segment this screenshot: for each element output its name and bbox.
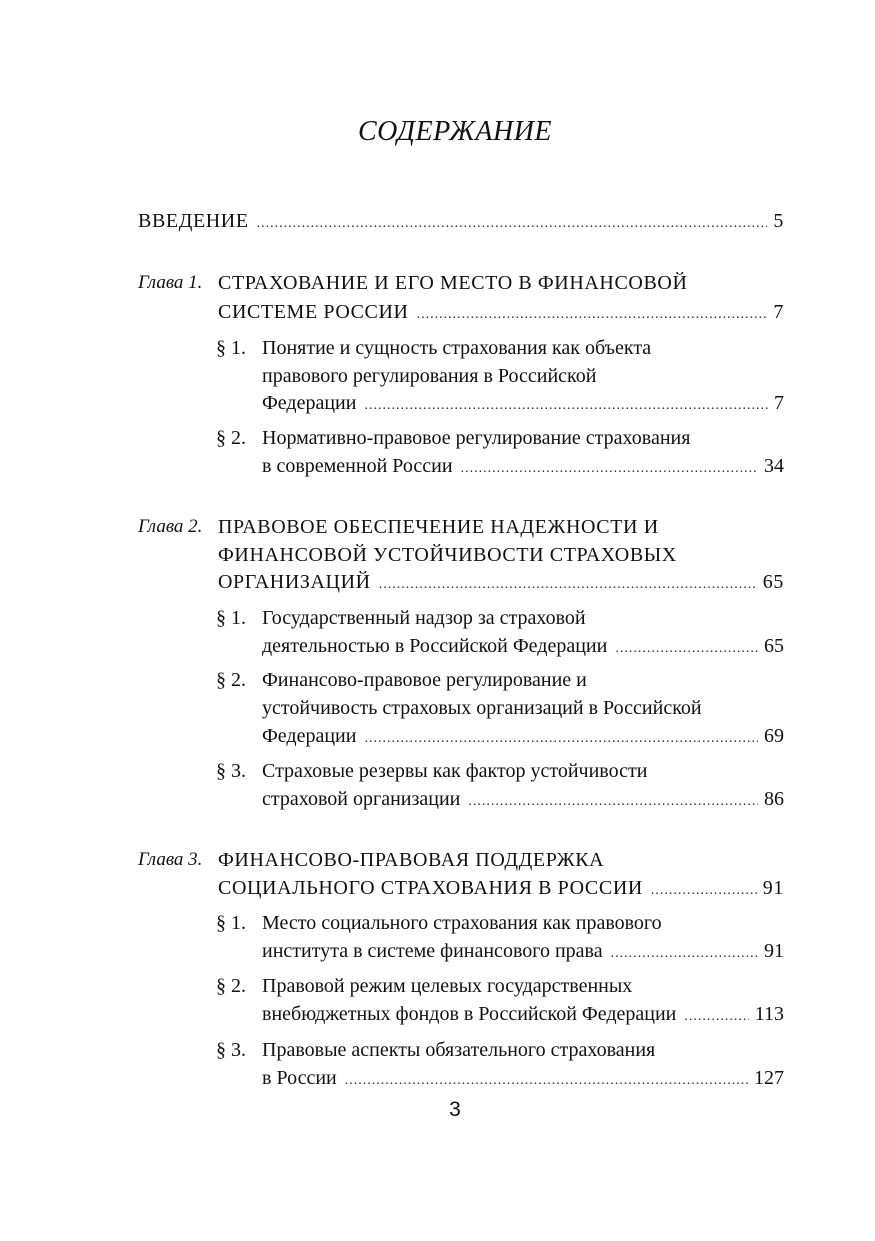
toc-entry-page: 91 [762, 877, 784, 899]
page-title: СОДЕРЖАНИЕ [357, 116, 553, 147]
dot-leader [468, 787, 758, 817]
dot-leader [364, 391, 768, 421]
section-number: § 1. [216, 912, 246, 934]
chapter-title-line[interactable]: СОЦИАЛЬНОГО СТРАХОВАНИЯ В РОССИИ ..... 91 [218, 873, 784, 903]
section-number: § 2. [216, 669, 246, 691]
toc-entry-page: 5 [773, 210, 784, 232]
dot-leader [379, 570, 757, 600]
chapter-label: Глава 3. [138, 849, 203, 870]
section-title-line[interactable]: в России ..... 127 [262, 1063, 784, 1093]
section-number: § 3. [216, 1039, 246, 1061]
section-title-line[interactable]: Место социального страхования как правового [262, 912, 662, 934]
section-number: § 2. [216, 427, 246, 449]
dot-leader [684, 1002, 748, 1032]
dot-leader [651, 876, 757, 906]
chapter-label: Глава 2. [138, 516, 203, 537]
dot-leader [345, 1066, 748, 1096]
dot-leader [257, 209, 768, 239]
section-number: § 1. [216, 607, 246, 629]
section-title-line[interactable]: деятельностью в Российской Федерации ..... 65 [262, 631, 784, 661]
toc-entry-page: 34 [764, 455, 784, 477]
dot-leader [417, 300, 768, 330]
section-number: § 3. [216, 760, 246, 782]
section-number: § 2. [216, 975, 246, 997]
toc-entry-page: 65 [764, 635, 784, 657]
section-title-line[interactable]: Государственный надзор за страховой [262, 607, 586, 629]
section-title-line[interactable]: правового регулирования в Российской [262, 365, 597, 387]
toc-entry-page: 7 [774, 392, 784, 414]
toc-entry-page: 127 [754, 1067, 784, 1089]
section-number: § 1. [216, 337, 246, 359]
dot-leader [461, 454, 758, 484]
toc-entry-page: 7 [773, 301, 784, 323]
section-title-line[interactable]: страховой организации ..... 86 [262, 784, 784, 814]
section-title-line[interactable]: Страховые резервы как фактор устойчивости [262, 760, 648, 782]
chapter-title-line[interactable]: СИСТЕМЕ РОССИИ ..... 7 [218, 297, 784, 327]
dot-leader [364, 724, 758, 754]
dot-leader [615, 634, 758, 664]
chapter-title-line[interactable]: ФИНАНСОВОЙ УСТОЙЧИВОСТИ СТРАХОВЫХ [218, 544, 677, 566]
dot-leader [611, 939, 758, 969]
chapter-title-line[interactable]: ОРГАНИЗАЦИЙ ..... 65 [218, 567, 784, 597]
toc-entry-intro[interactable] [138, 206, 784, 236]
section-title-line[interactable]: Федерации ..... 7 [262, 388, 784, 418]
section-title-line[interactable]: внебюджетных фондов в Российской Федерации ..... 113 [262, 999, 784, 1029]
section-title-line[interactable]: Федерации ..... 69 [262, 721, 784, 751]
toc-entry-page: 69 [764, 725, 784, 747]
chapter-label: Глава 1. [138, 272, 203, 293]
section-title-line[interactable]: Правовые аспекты обязательного страхования [262, 1039, 656, 1061]
section-title-line[interactable]: Финансово-правовое регулирование и [262, 669, 587, 691]
section-title-line[interactable]: устойчивость страховых организаций в Российской [262, 697, 702, 719]
toc-entry-label: ВВЕДЕНИЕ [138, 210, 249, 232]
page-number: 3 [449, 1098, 461, 1121]
section-title-line[interactable]: Правовой режим целевых государственных [262, 975, 633, 997]
chapter-title-line[interactable]: ПРАВОВОЕ ОБЕСПЕЧЕНИЕ НАДЕЖНОСТИ И [218, 516, 659, 538]
toc-entry-page: 91 [764, 940, 784, 962]
toc-entry-page: 86 [764, 788, 784, 810]
section-title-line[interactable]: Нормативно-правовое регулирование страхования [262, 427, 691, 449]
section-title-line[interactable]: в современной России ..... 34 [262, 451, 784, 481]
chapter-title-line[interactable]: СТРАХОВАНИЕ И ЕГО МЕСТО В ФИНАНСОВОЙ [218, 272, 688, 294]
section-title-line[interactable]: института в системе финансового права ..... 91 [262, 936, 784, 966]
section-title-line[interactable]: Понятие и сущность страхования как объекта [262, 337, 652, 359]
toc-entry-page: 65 [762, 571, 784, 593]
chapter-title-line[interactable]: ФИНАНСОВО-ПРАВОВАЯ ПОДДЕРЖКА [218, 849, 605, 871]
toc-entry-page: 113 [754, 1003, 784, 1025]
